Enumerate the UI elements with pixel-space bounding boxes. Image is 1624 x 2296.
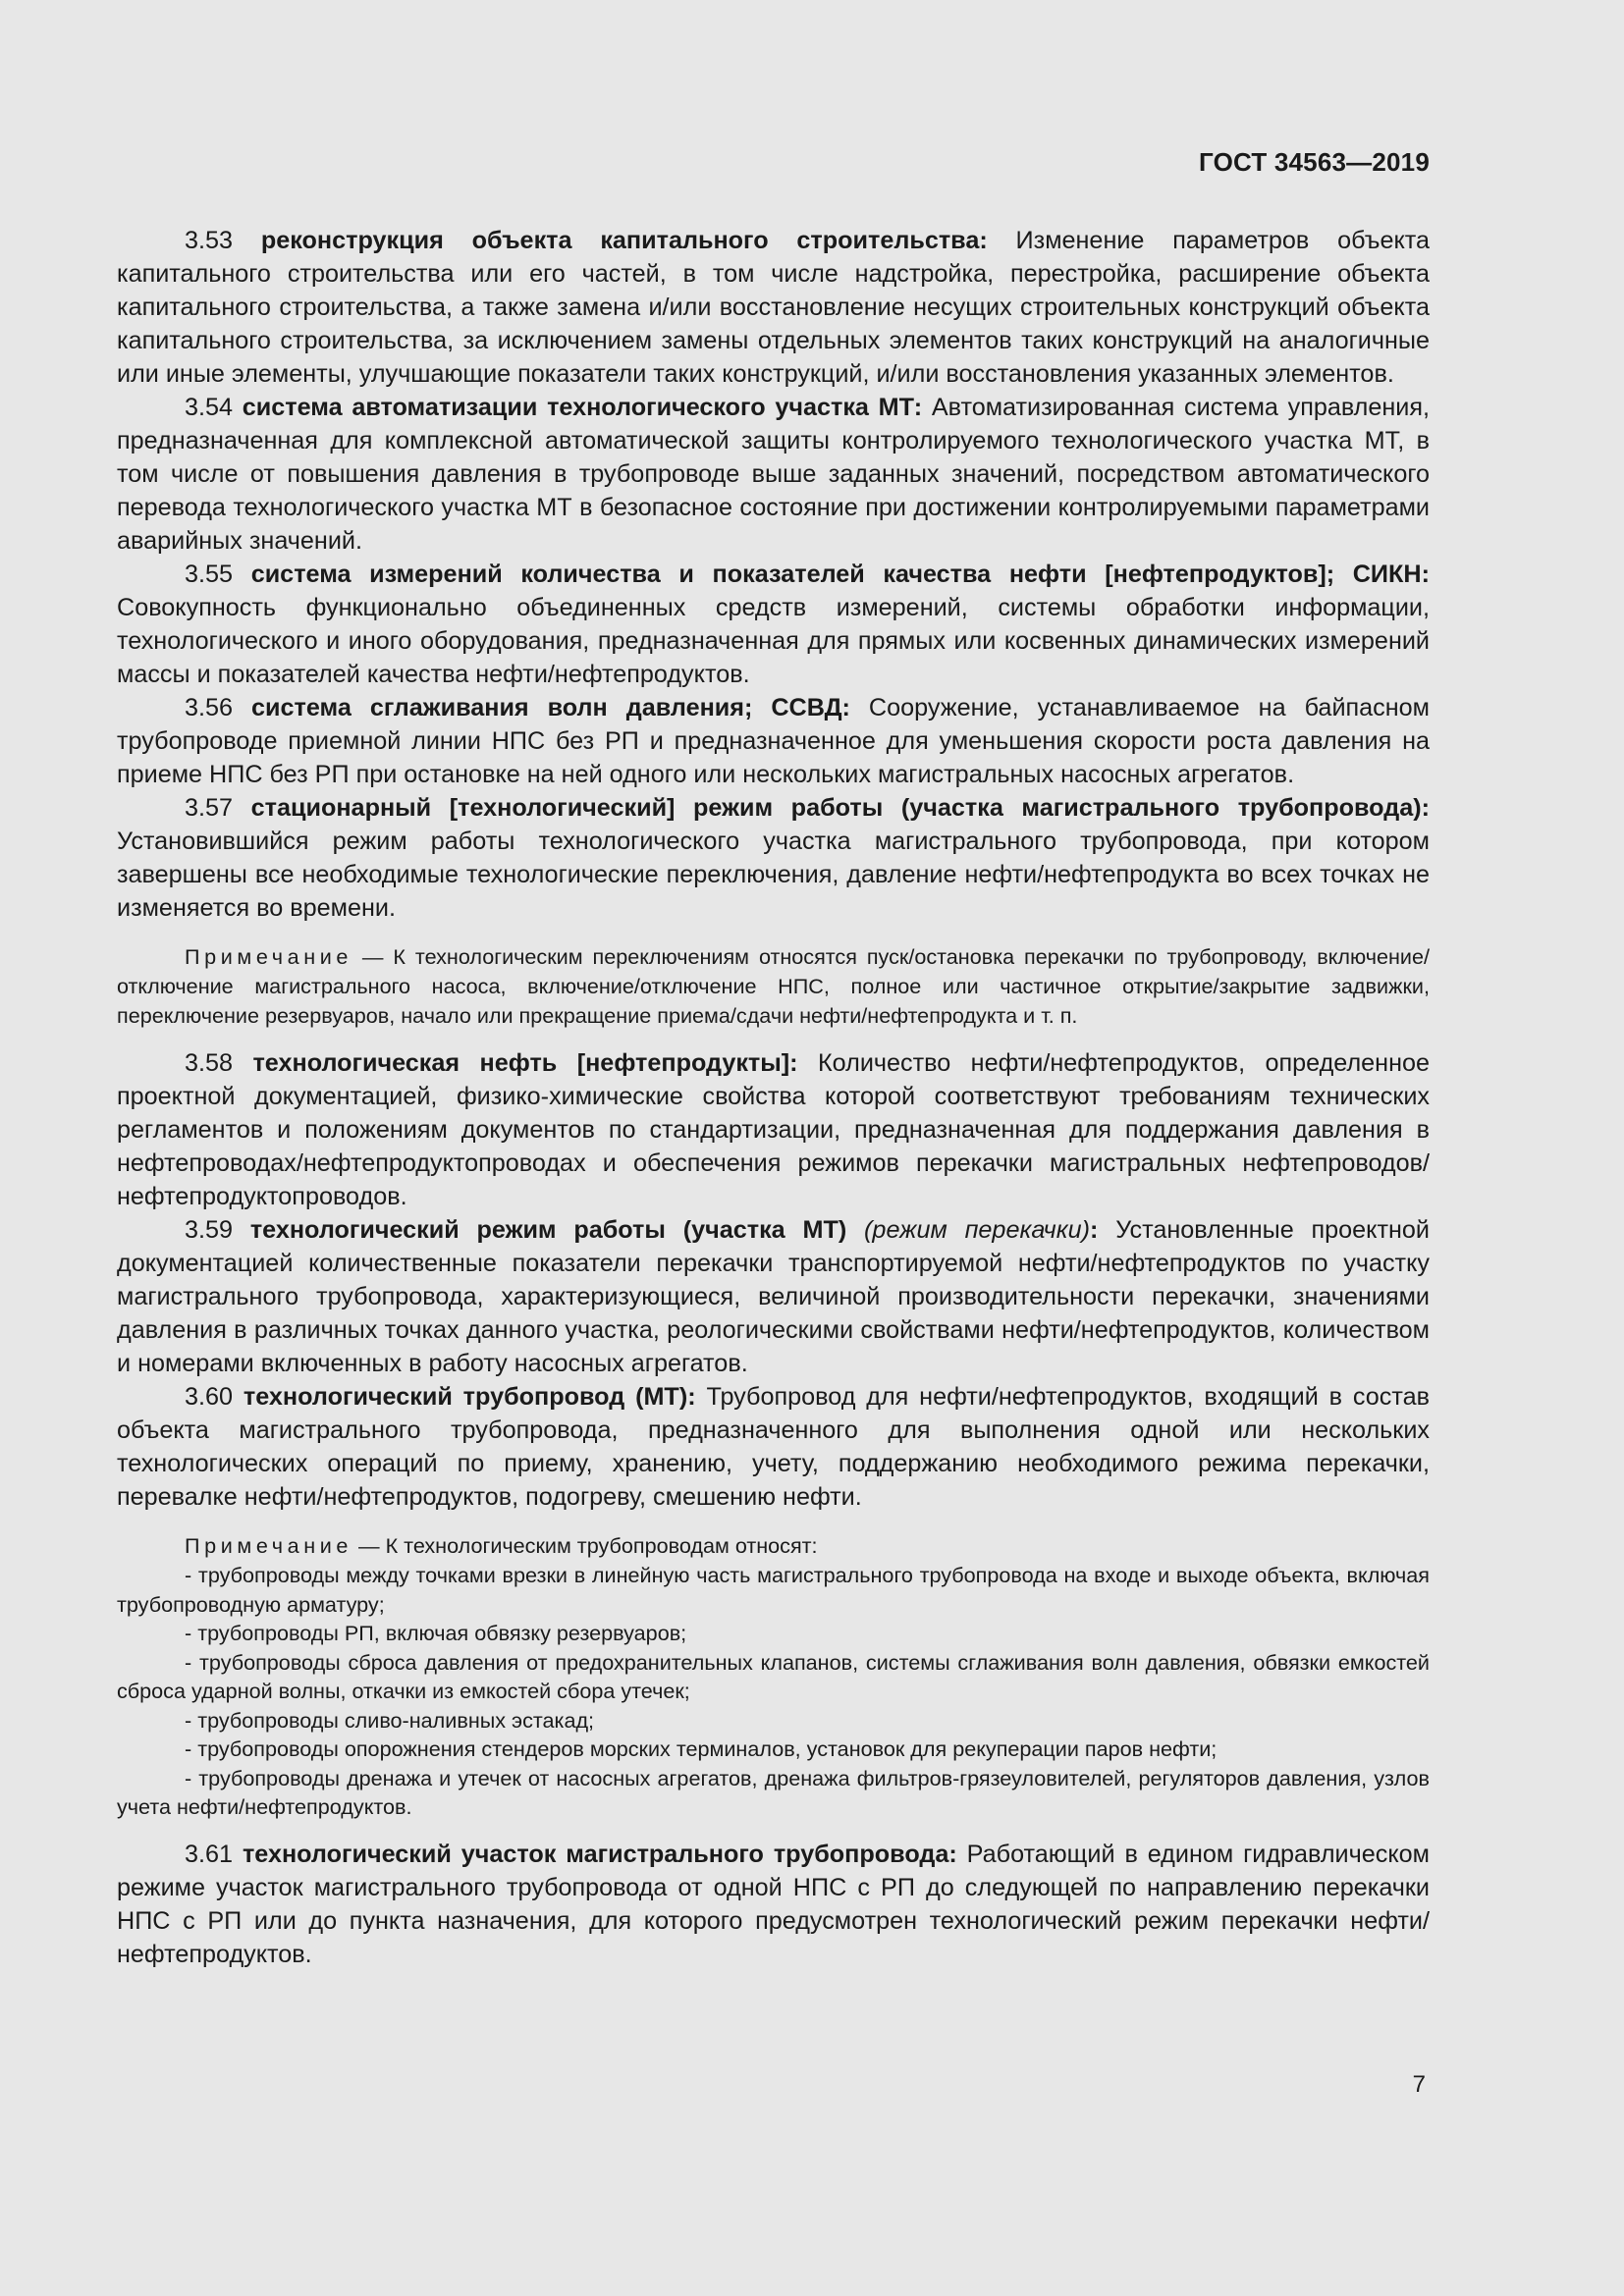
- term: реконструкция объекта капитального строительства:: [260, 227, 988, 254]
- spacer: [117, 925, 1430, 942]
- term: система измерений количества и показателей качества нефти [нефтепродуктов]; СИКН:: [250, 561, 1430, 588]
- definition-entry-3-60: [117, 1380, 1430, 1514]
- definition-text: Изменение параметров объекта капитального строительства или его частей, в том числе надстройка, перестройка, расширение объекта капитального строительства, а также замена и/или восстановление несущих строительных конструкций объекта капитального строительства, за исключением замены отдельных элементов таких конструкций на аналогичные или иные элементы, улучшающие показатели таких конструкций, и/или восстановления указанных элементов.: [117, 227, 1431, 388]
- definition-entry-3-53: [117, 224, 1430, 391]
- note-list-item: - трубопроводы опорожнения стендеров морских терминалов, установок для рекуперации паров нефти;: [185, 1736, 1218, 1761]
- entry-number: 3.61: [185, 1840, 234, 1868]
- definition-text: Автоматизированная система управления, предназначенная для комплексной автоматической защиты контролируемого технологического участка МТ, в том числе от повышения давления в трубопроводе выше заданных значений, посредством автоматического перевода технологического участка МТ в безопасное состояние при достижении контролируемыми параметрами аварийных значений.: [117, 394, 1431, 555]
- definition-entry-3-55: [117, 558, 1430, 691]
- page-number: 7: [1412, 2071, 1426, 2098]
- entry-number: 3.53: [185, 227, 234, 254]
- entry-number: 3.60: [185, 1383, 234, 1411]
- entry-number: 3.56: [185, 694, 234, 721]
- definition-text: Установленные проектной документацией количественные показатели перекачки транспортируемой нефти/нефтепродуктов по участку магистрального трубопровода, характеризующиеся, величиной производительности перекачки, значениями давления в различных точках данного участка, реологическими свойствами нефти/нефтепродуктов, количеством и номерами включенных в работу насосных агрегатов.: [117, 1216, 1430, 1377]
- alternate-term: (режим перекачки): [864, 1216, 1090, 1244]
- document-code-header: ГОСТ 34563—2019: [1199, 147, 1430, 177]
- definition-text: Совокупность функционально объединенных средств измерений, системы обработки информации, технологического и иного оборудования, предназначенная для прямых или косвенных динамических измерений массы и показателей качества нефти/нефтепродуктов.: [117, 594, 1430, 688]
- note-intro: — К технологическим трубопроводам относят:: [358, 1533, 818, 1558]
- note-list-item: - трубопроводы РП, включая обвязку резервуаров;: [185, 1621, 687, 1645]
- definition-text: Сооружение, устанавливаемое на байпасном трубопроводе приемной линии НПС без РП и предназначенное для уменьшения скорости роста давления на приеме НПС без РП при остановке на ней одного или нескольких магистральных насосных агрегатов.: [117, 694, 1430, 788]
- entry-number: 3.54: [185, 394, 234, 421]
- note-list-item: - трубопроводы сброса давления от предохранительных клапанов, системы сглаживания волн давления, обвязки емкостей сброса ударной волны, откачки из емкостей сбора утечек;: [117, 1649, 1430, 1703]
- definition-text: Количество нефти/нефтепродуктов, определенное проектной документацией, физико-химические свойства которой соответствуют требованиям технических регламентов и положениям документов по стандартизации, предназначенная для поддержания давления в нефтепроводах/нефтепродуктопроводах и обеспечения режимов перекачки магистральных нефтепроводов/нефтепродуктопроводов.: [117, 1049, 1431, 1210]
- definition-entry-3-56: [117, 691, 1430, 791]
- definition-entry-3-61: [117, 1838, 1430, 1971]
- definition-text: Установившийся режим работы технологического участка магистрального трубопровода, при котором завершены все необходимые технологические переключения, давление нефти/нефтепродукта во всех точках не изменяется во времени.: [117, 828, 1430, 922]
- document-body: [117, 224, 1430, 1971]
- term: система автоматизации технологического участка МТ:: [242, 394, 923, 421]
- note-list-item: - трубопроводы между точками врезки в линейную часть магистрального трубопровода на входе и выходе объекта, включая трубопроводную арматуру;: [117, 1563, 1430, 1617]
- definition-text: Работающий в едином гидравлическом режиме участок магистрального трубопровода от одной НПС с РП до следующей по направлению перекачки НПС с РП или до пункта назначения, для которого предусмотрен технологический режим перекачки нефти/нефтепродуктов.: [117, 1840, 1430, 1968]
- definition-text: Трубопровод для нефти/нефтепродуктов, входящий в состав объекта магистрального трубопровода, предназначенного для выполнения одной или нескольких технологических операций по приему, хранению, учету, поддержанию необходимого режима перекачки, перевалке нефти/нефтепродуктов, подогреву, смешению нефти.: [117, 1383, 1431, 1511]
- entry-number: 3.59: [185, 1216, 234, 1244]
- term: система сглаживания волн давления; ССВД:: [251, 694, 850, 721]
- note-pipelines: [117, 1531, 1430, 1561]
- note-switching: [117, 942, 1430, 1031]
- note-label: Примечание: [185, 1533, 352, 1558]
- definition-entry-3-54: [117, 391, 1430, 558]
- note-label: Примечание: [185, 944, 352, 969]
- term: технологическая нефть [нефтепродукты]:: [252, 1049, 798, 1077]
- note-list-item: - трубопроводы дренажа и утечек от насосных агрегатов, дренажа фильтров-грязеуловителей, регуляторов давления, узлов учета нефти/нефтепродуктов.: [117, 1765, 1430, 1819]
- note-text: — К технологическим переключениям относятся пуск/остановка перекачки по трубопроводу, включение/отключение магистрального насоса, включение/отключение НПС, полное или частичное открытие/закрытие задвижки, переключение резервуаров, начало или прекращение приема/сдачи нефти/нефтепродукта и т. п.: [117, 944, 1430, 1028]
- spacer: [117, 1031, 1430, 1046]
- term: технологический участок магистрального трубопровода:: [242, 1840, 957, 1868]
- definition-entry-3-57: [117, 791, 1430, 925]
- definition-entry-3-59: [117, 1213, 1430, 1380]
- definition-entry-3-58: [117, 1046, 1430, 1213]
- spacer: [117, 1514, 1430, 1531]
- entry-number: 3.55: [185, 561, 234, 588]
- spacer: [117, 1822, 1430, 1838]
- term: технологический трубопровод (МТ):: [243, 1383, 696, 1411]
- term: стационарный [технологический] режим работы (участка магистрального трубопровода):: [250, 794, 1430, 822]
- note-list-item: - трубопроводы сливо-наливных эстакад;: [185, 1707, 595, 1733]
- entry-number: 3.58: [185, 1049, 234, 1077]
- term: технологический режим работы (участка МТ): [249, 1216, 847, 1244]
- entry-number: 3.57: [185, 794, 234, 822]
- term-colon: :: [1090, 1216, 1099, 1244]
